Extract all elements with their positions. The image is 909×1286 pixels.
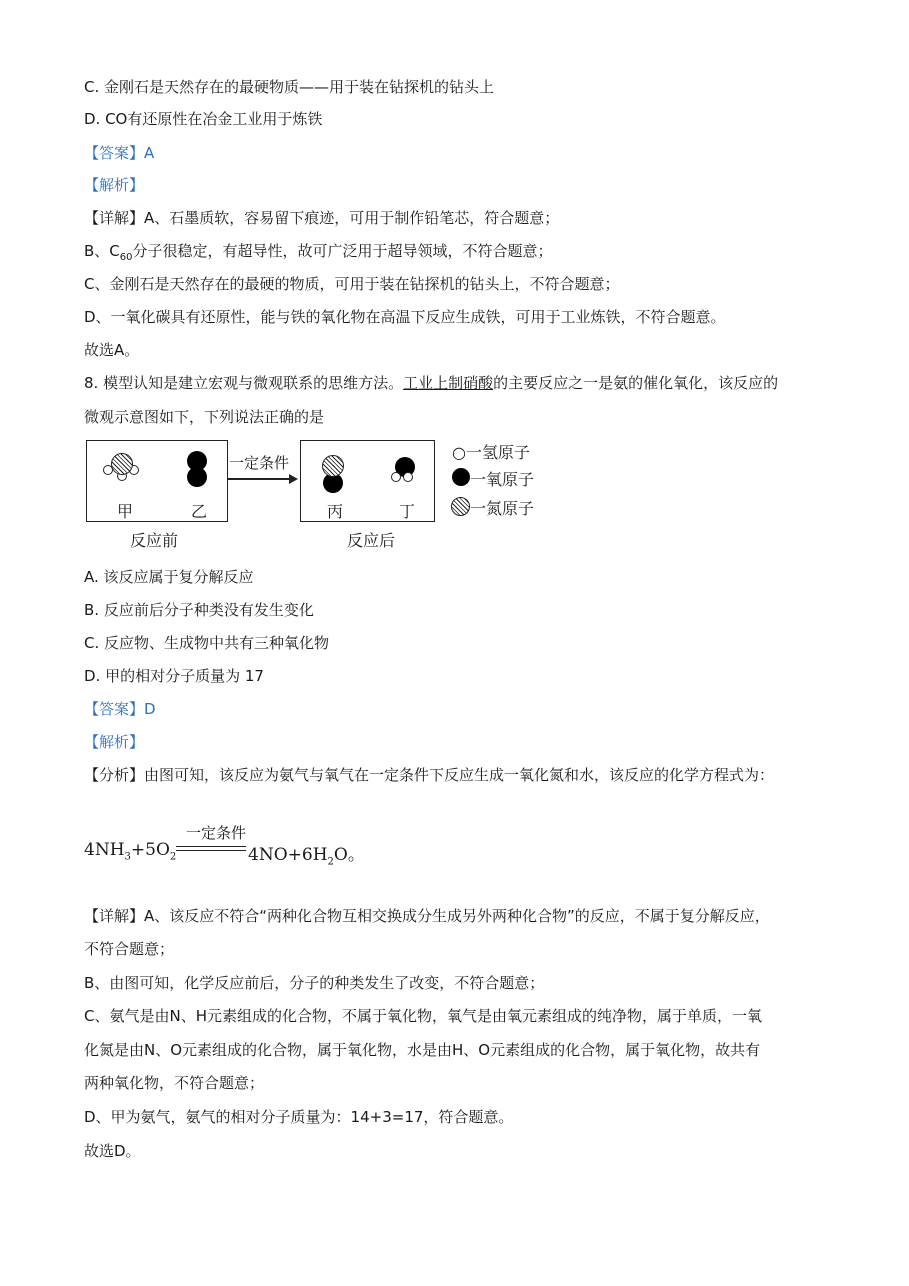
equation-bar-top [176, 846, 246, 847]
detail-b: B、$C_{60}$分子很稳定，有超导性，故可广泛用于超导领域，不符合题意； [84, 242, 553, 263]
condition-label: 一定条件 [229, 454, 290, 472]
detail-8-a-1: 【详解】A、该反应不符合“两种化合物互相交换成分生成另外两种化合物”的反应，不属于复分解反应， [84, 907, 770, 925]
analysis-label-8: 【解析】 [84, 733, 145, 751]
detail-a: 【详解】A、石墨质软，容易留下痕迹，可用于制作铅笔芯，符合题意； [84, 209, 560, 227]
final-choice: 故选A。 [84, 341, 140, 359]
legend-oxygen-icon [452, 468, 470, 486]
answer-label-8: 【答案】D [84, 700, 156, 718]
reaction-arrow [228, 478, 290, 480]
option-a: A. 该反应属于复分解反应 [84, 568, 254, 586]
equation-right: $4NO+6H_2O$。 [248, 845, 365, 868]
detail-8-a-2: 不符合题意； [84, 940, 175, 958]
equation-bar-bottom [176, 850, 246, 851]
detail-c: C、金刚石是天然存在的最硬的物质，可用于装在钻探机的钻头上，不符合题意； [84, 275, 620, 293]
detail-8-d: D、甲为氨气，氨气的相对分子质量为：14+3=17，符合题意。 [84, 1108, 514, 1126]
label-after: 反应后 [347, 531, 396, 550]
nitrogen-atom [322, 455, 344, 477]
analysis-text: 【分析】由图可知，该反应为氨气与氧气在一定条件下反应生成一氧化氮和水，该反应的化学方程式为： [84, 766, 775, 784]
legend-hydrogen: ○一氢原子 [452, 443, 530, 462]
detail-8-b: B、由图可知，化学反应前后，分子的种类发生了改变，不符合题意； [84, 974, 545, 992]
label-ding: 丁 [399, 502, 416, 521]
legend-oxygen: 一氧原子 [470, 470, 535, 489]
answer-label: 【答案】A [84, 144, 155, 162]
final-choice-8: 故选D。 [84, 1142, 141, 1160]
nitrogen-atom [111, 453, 133, 475]
detail-8-c-2: 化氮是由N、O元素组成的化合物，属于氧化物，水是由H、O元素组成的化合物，属于氧化物，故共有 [84, 1041, 761, 1059]
option-d: D. 甲的相对分子质量为 17 [84, 667, 264, 685]
oxygen-molecule [185, 449, 209, 489]
water-molecule [387, 455, 423, 483]
equation-left: $4NH_3+5O_2$ [84, 840, 177, 863]
legend-nitrogen-icon [451, 497, 470, 516]
option-c-line: C. 金刚石是天然存在的最硬物质——用于装在钻探机的钻头上 [84, 78, 495, 96]
oxygen-atom [187, 467, 207, 487]
legend-nitrogen: 一氮原子 [470, 499, 535, 518]
label-yi: 乙 [191, 502, 208, 521]
question-8-stem-2: 微观示意图如下，下列说法正确的是 [84, 408, 325, 426]
nitric-oxide-molecule [321, 453, 347, 497]
question-8-stem: 8. 模型认知是建立宏观与微观联系的思维方法。工业上制硝酸的主要反应之一是氨的催化氧化，该反应的 [84, 374, 779, 392]
arrow-head-icon [289, 474, 298, 484]
ammonia-molecule [101, 451, 141, 481]
analysis-label: 【解析】 [84, 176, 145, 194]
detail-8-c-3: 两种氧化物，不符合题意； [84, 1074, 265, 1092]
option-c: C. 反应物、生成物中共有三种氧化物 [84, 634, 330, 652]
hydrogen-atom [403, 472, 413, 482]
hydrogen-atom [391, 472, 401, 482]
before-box [86, 440, 228, 522]
label-jia: 甲 [117, 502, 134, 521]
detail-d: D、一氧化碳具有还原性，能与铁的氧化物在高温下反应生成铁，可用于工业炼铁，不符合题意。 [84, 308, 726, 326]
label-before: 反应前 [130, 531, 179, 550]
detail-8-c-1: C、氨气是由N、H元素组成的化合物，不属于氧化物，氧气是由氧元素组成的纯净物，属于单质，一氧 [84, 1007, 762, 1025]
after-box [300, 440, 435, 522]
option-d-line: D. CO有还原性在冶金工业用于炼铁 [84, 110, 323, 128]
option-b: B. 反应前后分子种类没有发生变化 [84, 601, 314, 619]
equation-condition: 一定条件 [186, 824, 247, 842]
label-bing: 丙 [327, 502, 344, 521]
